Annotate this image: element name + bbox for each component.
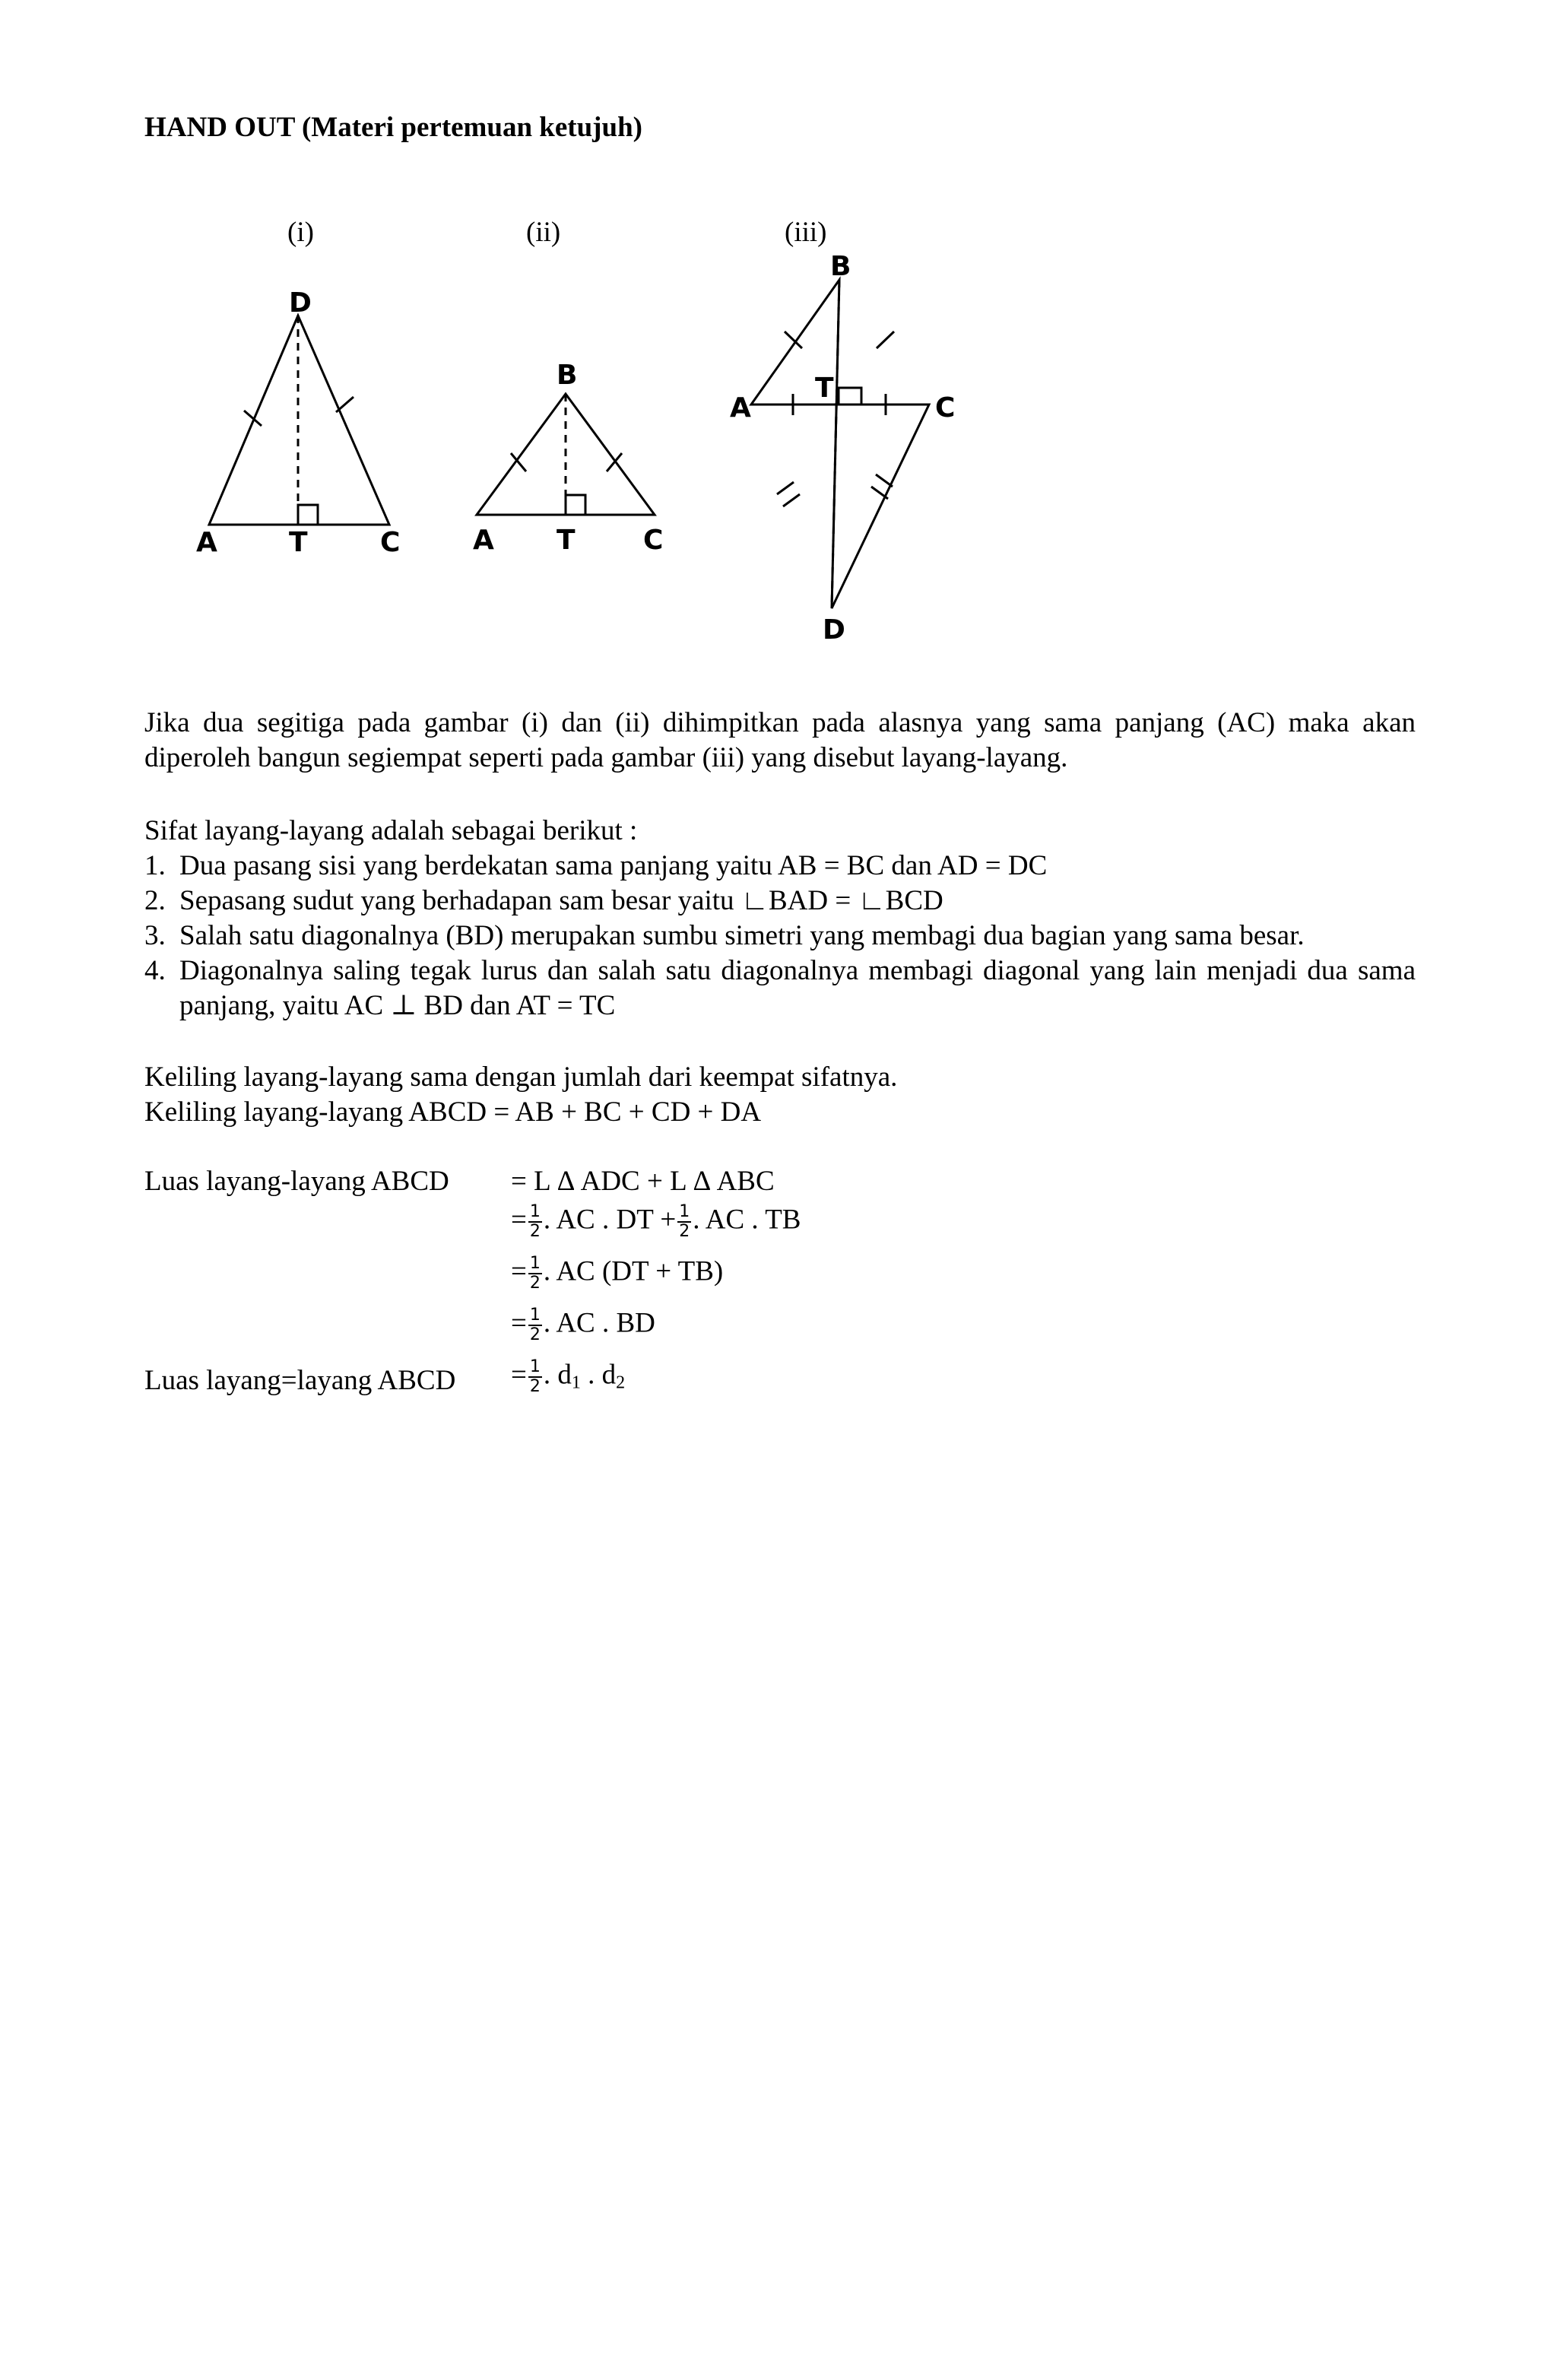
- area-equation-4: = $\frac{1}{2}$ . AC . BD: [511, 1306, 655, 1344]
- property-text: Diagonalnya saling tegak lurus dan salah satu diagonalnya membagi diagonal yang lain menjadi dua sama panjang, yaitu AC ⊥ BD dan AT = TC: [179, 955, 1416, 1021]
- perimeter-line-2: Keliling layang-layang ABCD = AB + BC + CD + DA: [144, 1096, 762, 1128]
- property-number: 3.: [144, 920, 166, 951]
- property-item: [144, 849, 1416, 884]
- fig3-label-center: T: [815, 373, 834, 404]
- figure-i-triangle: [209, 316, 389, 525]
- fig1-label-top: D: [289, 287, 312, 319]
- fig3-label-top: B: [830, 251, 851, 282]
- area-equation-3: = $\frac{1}{2}$ . AC (DT + TB): [511, 1254, 724, 1293]
- half-fraction: $\frac{1}{2}$: [529, 1306, 541, 1344]
- half-fraction: $\frac{1}{2}$: [529, 1357, 541, 1396]
- half-fraction: $\frac{1}{2}$: [529, 1254, 541, 1293]
- half-fraction: $\frac{1}{2}$: [679, 1202, 690, 1241]
- fig2-label-left: A: [473, 525, 494, 556]
- property-text: Salah satu diagonalnya (BD) merupakan sumbu simetri yang membagi dua bagian yang sama besar.: [179, 920, 1305, 951]
- geometry-figures: [0, 243, 1064, 654]
- fig3-label-bottom: D: [823, 614, 845, 646]
- intro-paragraph: Jika dua segitiga pada gambar (i) dan (ii) dihimpitkan pada alasnya yang sama panjang (AC) maka akan diperoleh bangun segiempat seperti pada gambar (iii) yang disebut layang-layang.: [144, 707, 1416, 773]
- fig3-label-left: A: [730, 392, 751, 424]
- fig1-label-right: C: [380, 527, 401, 558]
- fig2-label-right: C: [643, 525, 664, 556]
- property-text: Dua pasang sisi yang berdekatan sama panjang yaitu AB = BC dan AD = DC: [179, 850, 1048, 881]
- area-equation-2: = $\frac{1}{2}$ . AC . DT + $\frac{1}{2}$ . AC . TB: [511, 1202, 801, 1241]
- fig2-label-top: B: [557, 360, 578, 391]
- property-number: 4.: [144, 955, 166, 986]
- area-label-2: Luas layang=layang ABCD: [144, 1365, 456, 1396]
- caption-ii: (ii): [526, 217, 561, 248]
- half-fraction: $\frac{1}{2}$: [529, 1202, 541, 1241]
- figure-ii-triangle: [477, 394, 655, 515]
- figure-iii-kite: [751, 280, 929, 608]
- fig1-label-foot: T: [289, 527, 308, 558]
- caption-i: (i): [287, 217, 314, 248]
- area-equation-5: = $\frac{1}{2}$ . $d_1$ . $d_2$: [511, 1357, 626, 1396]
- document-title: HAND OUT (Materi pertemuan ketujuh): [144, 112, 642, 143]
- property-item: [144, 919, 1416, 954]
- property-number: 1.: [144, 850, 166, 881]
- property-item: [144, 884, 1416, 919]
- property-number: 2.: [144, 885, 166, 916]
- caption-iii: (iii): [785, 217, 827, 248]
- fig1-label-left: A: [196, 527, 217, 558]
- property-text: Sepasang sudut yang berhadapan sam besar yaitu ∟BAD = ∟BCD: [179, 885, 943, 916]
- properties-heading: Sifat layang-layang adalah sebagai berikut :: [144, 815, 638, 846]
- fig2-label-foot: T: [557, 525, 576, 556]
- perimeter-line-1: Keliling layang-layang sama dengan jumlah dari keempat sifatnya.: [144, 1061, 898, 1093]
- area-equation-1: = L Δ ADC + L Δ ABC: [511, 1166, 775, 1197]
- fig3-label-right: C: [935, 392, 956, 424]
- area-label-1: Luas layang-layang ABCD: [144, 1166, 449, 1197]
- property-item: [144, 954, 1416, 1023]
